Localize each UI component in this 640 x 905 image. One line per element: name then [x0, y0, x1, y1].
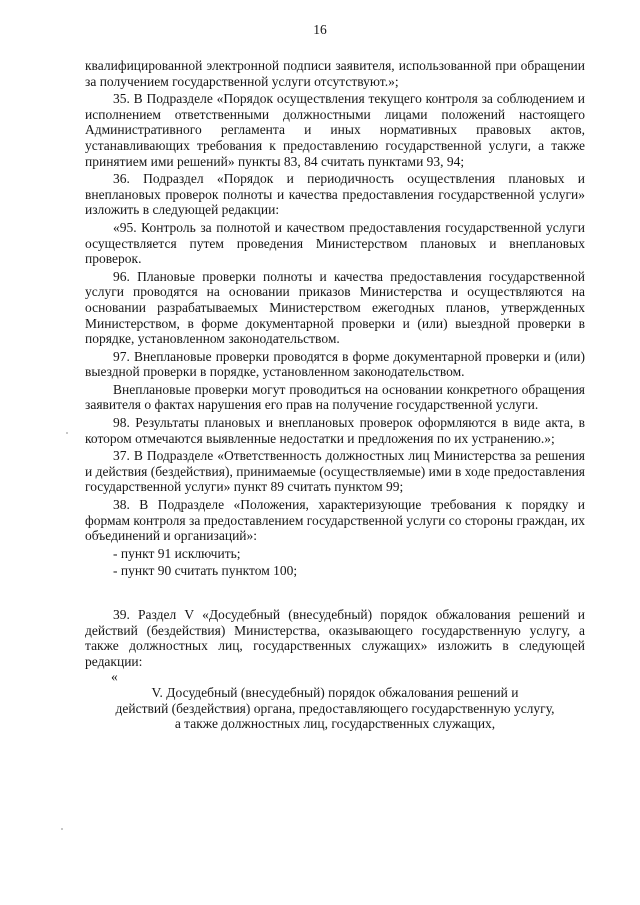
section-v-title-line-3: а также должностных лиц, государственных служащих, [174, 716, 496, 732]
document-body [85, 58, 585, 732]
list-item-90: - пункт 90 считать пунктом 100; [113, 563, 298, 579]
paragraph-item-97: 97. Внеплановые проверки проводятся в форме документарной проверки и (или) выездной проверки в порядке, установленном законодательством. [85, 348, 585, 380]
paragraph-item-98: 98. Результаты плановых и внеплановых проверок оформляются в виде акта, в котором отмечаются выявленные недостатки и предложения по их устранению.»; [85, 415, 585, 446]
list-item-91: - пункт 91 исключить; [113, 545, 241, 561]
paragraph-unplanned-inspections: Внеплановые проверки могут проводиться на основании конкретного обращения заявителя о фактах нарушения его прав на получение государственной услуги. [85, 381, 585, 413]
section-v-title-line-1: V. Досудебный (внесудебный) порядок обжалования решений и [151, 684, 519, 700]
paragraph-item-96: 96. Плановые проверки полноты и качества предоставления государственной услуги проводятся на основании приказов Министерства и осуществляются на основании разрабатываемых Министерством ежегодных планов, утвержденных Министерством, в форме документарной проверки и (или) выездной проверки в порядке, установленном законодательством. [85, 268, 585, 347]
paragraph-38: 38. В Подразделе «Положения, характеризующие требования к порядку и формам контроля за предоставлением государственной услуги со стороны граждан, их объединений и организаций»: [85, 497, 585, 544]
blank-gap [85, 579, 585, 607]
page-number: 16 [313, 22, 327, 37]
paragraph-39: 39. Раздел V «Досудебный (внесудебный) порядок обжалования решений и действий (бездействия) Министерства, оказывающего государственную услугу, а также должностных лиц, государственных служащих» изложить в следующей редакции: [85, 607, 585, 669]
quote-open-mark: « [111, 669, 118, 685]
paragraph-35: 35. В Подразделе «Порядок осуществления текущего контроля за соблюдением и исполнением ответственными должностными лицами положений настоящего Административного регламента и иных нормативных правовых актов, устанавливающих требования к предоставлению государственной услуги, а также принятием ими решений» пункты 83, 84 считать пунктами 93, 94; [85, 91, 585, 169]
paragraph-item-95: «95. Контроль за полнотой и качеством предоставления государственной услуги осуществляется путем проведения Министерством плановых и внеплановых проверок. [85, 219, 585, 267]
scan-speck [66, 432, 68, 434]
paragraph-37: 37. В Подразделе «Ответственность должностных лиц Министерства за решения и действия (бездействия), принимаемые (осуществляемые) ими в ходе предоставления государственной услуги» пункт 89 считать пунктом 99; [85, 448, 585, 495]
scan-speck [61, 828, 63, 830]
paragraph-36: 36. Подраздел «Порядок и периодичность осуществления плановых и внеплановых проверок полноты и качества предоставления государственной услуги» изложить в следующей редакции: [85, 171, 585, 218]
paragraph-continuation: квалифицированной электронной подписи заявителя, использованной при обращении за получением государственной услуги отсутствуют.»; [85, 58, 585, 89]
section-v-title-line-2: действий (бездействия) органа, предоставляющего государственную услугу, [115, 700, 555, 716]
